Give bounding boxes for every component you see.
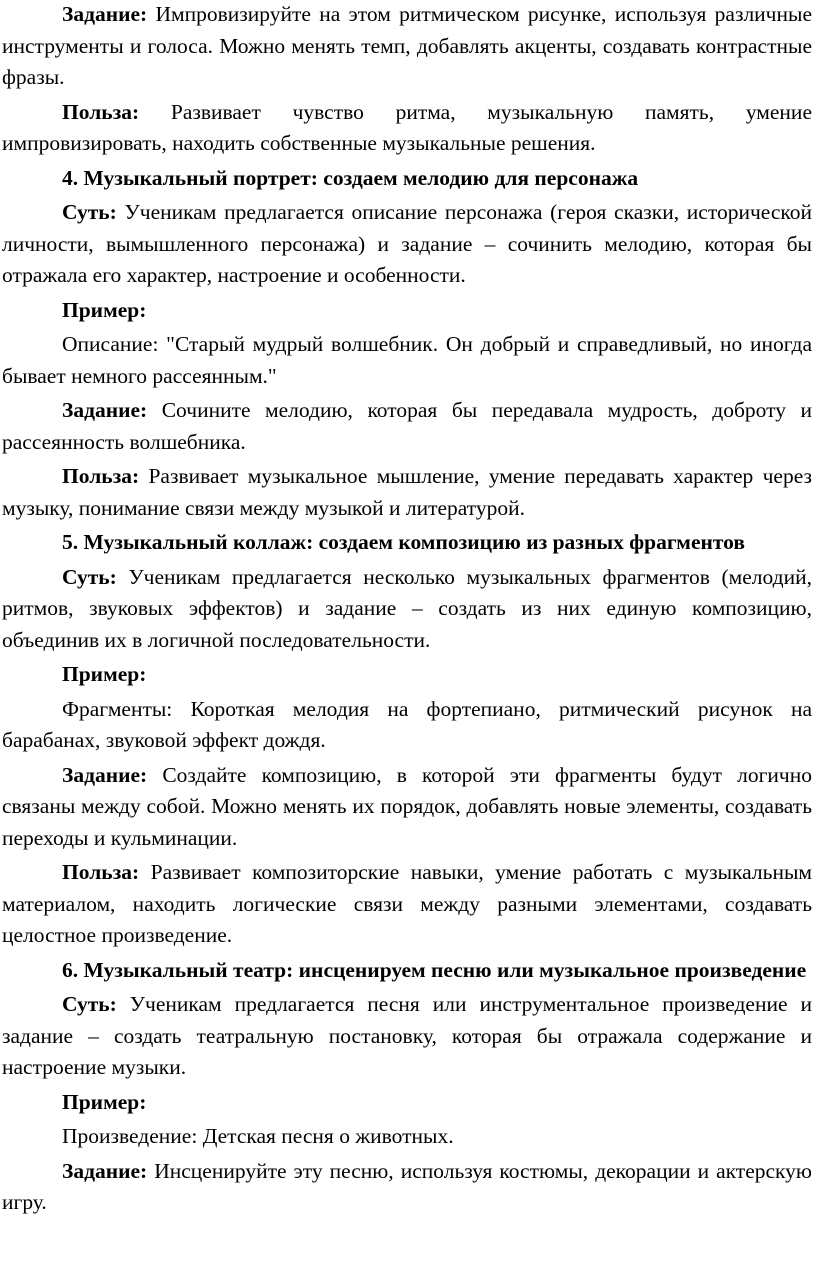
task-label: Задание: bbox=[62, 398, 148, 422]
section-4-description: Описание: "Старый мудрый волшебник. Он добрый и справедливый, но иногда бывает немного рассеянным." bbox=[2, 332, 812, 388]
section-6-heading: 6. Музыкальный театр: инсценируем песню или музыкальное произведение bbox=[62, 957, 807, 982]
task-text: Инсценируйте эту песню, используя костюмы, декорации и актерскую игру. bbox=[2, 1158, 812, 1214]
section-6-essence bbox=[2, 989, 812, 1084]
essence-text: Ученикам предлагается песня или инструментальное произведение и задание – создать театральную постановку, которая бы отражала содержание и настроение музыки. bbox=[2, 992, 812, 1079]
section-5-essence bbox=[2, 562, 812, 657]
section-6-task bbox=[2, 1156, 812, 1219]
section-5-heading: 5. Музыкальный коллаж: создаем композицию из разных фрагментов bbox=[62, 530, 745, 554]
essence-label: Суть: bbox=[62, 200, 117, 224]
benefit-label: Польза: bbox=[62, 99, 140, 124]
section-5-benefit bbox=[2, 857, 812, 952]
essence-label: Суть: bbox=[62, 992, 117, 1016]
benefit-label: Польза: bbox=[62, 860, 140, 884]
section-4-heading: 4. Музыкальный портрет: создаем мелодию для персонажа bbox=[62, 165, 639, 190]
essence-text: Ученикам предлагается описание персонажа (героя сказки, исторической личности, вымышленного персонажа) и задание – сочинить мелодию, которая бы отражала его характер, настроение и особенности. bbox=[2, 200, 812, 287]
benefit-label: Польза: bbox=[62, 464, 140, 488]
essence-text: Ученикам предлагается несколько музыкальных фрагментов (мелодий, ритмов, звуковых эффектов) и задание – создать из них единую композицию, объединив их в логичной последовательности. bbox=[2, 564, 812, 652]
section-4-example-label: Пример: bbox=[62, 297, 147, 322]
benefit-text: Развивает композиторские навыки, умение работать с музыкальным материалом, находить логические связи между разными элементами, создавать целостное произведение. bbox=[2, 860, 812, 947]
essence-label: Суть: bbox=[62, 564, 117, 589]
benefit-text: Развивает музыкальное мышление, умение передавать характер через музыку, понимание связи между музыкой и литературой. bbox=[2, 464, 812, 520]
section-4-benefit bbox=[2, 461, 812, 524]
task-label: Задание: bbox=[62, 1158, 148, 1183]
task-text: Создайте композицию, в которой эти фрагменты будут логично связаны между собой. Можно менять их порядок, добавлять новые элементы, создавать переходы и кульминации. bbox=[2, 762, 812, 850]
task-text: Сочините мелодию, которая бы передавала мудрость, доброту и рассеянность волшебника. bbox=[2, 398, 812, 454]
section-5-task bbox=[2, 760, 812, 855]
section-6-example-label: Пример: bbox=[62, 1089, 147, 1114]
section-5-example-label: Пример: bbox=[62, 662, 147, 686]
section-6-work: Произведение: Детская песня о животных. bbox=[62, 1124, 454, 1148]
section-5-fragments: Фрагменты: Короткая мелодия на фортепиано, ритмический рисунок на барабанах, звуковой эффект дождя. bbox=[2, 696, 812, 752]
task-label: Задание: bbox=[62, 2, 148, 26]
benefit-text: Развивает чувство ритма, музыкальную память, умение импровизировать, находить собственные музыкальные решения. bbox=[2, 99, 812, 155]
task-label: Задание: bbox=[62, 762, 148, 787]
paragraph-benefit bbox=[2, 97, 812, 160]
section-4-essence bbox=[2, 197, 812, 292]
section-4-task bbox=[2, 395, 812, 458]
paragraph-task bbox=[2, 0, 812, 94]
task-text: Импровизируйте на этом ритмическом рисунке, используя различные инструменты и голоса. Можно менять темп, добавлять акценты, создавать контрастные фразы. bbox=[2, 2, 812, 89]
